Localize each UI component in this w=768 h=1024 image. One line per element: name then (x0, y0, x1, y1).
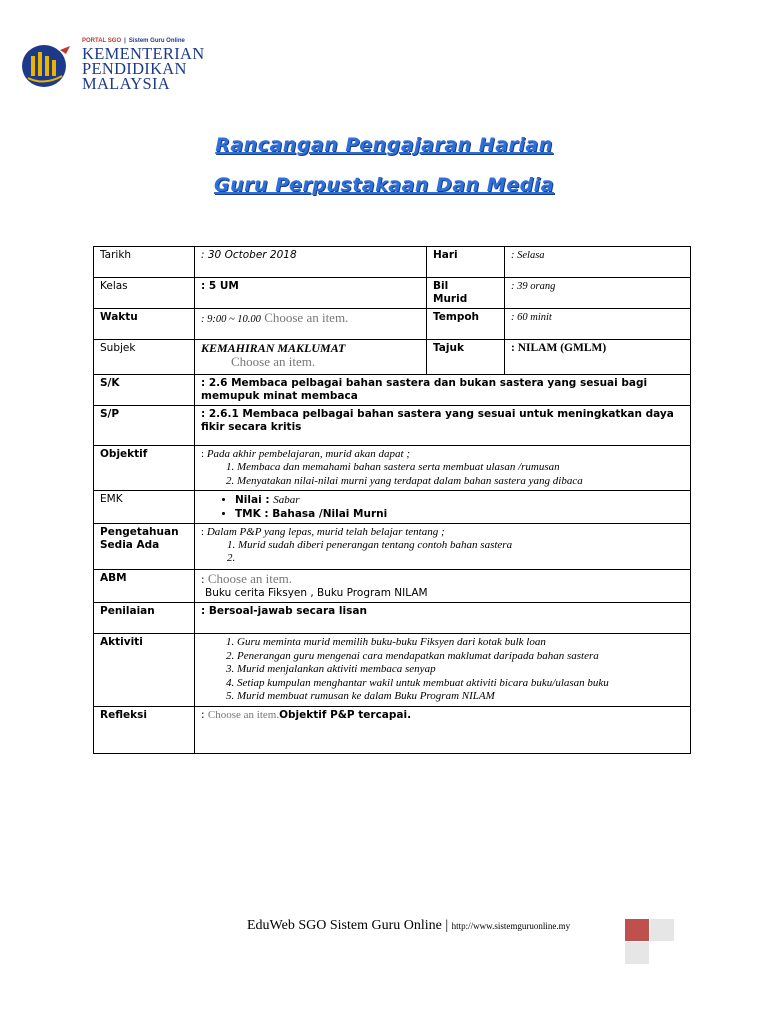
pengetahuan-value[interactable]: : Dalam P&P yang lepas, murid telah belajar tentang ; 1. Murid sudah diberi penerangan tentang contoh bahan sastera 2. (195, 524, 691, 570)
emk-value[interactable] (195, 491, 691, 524)
waktu-label: Waktu (94, 309, 195, 340)
penilaian-value[interactable]: : Bersoal-jawab secara lisan (195, 603, 691, 634)
abm-value[interactable]: : Choose an item. Buku cerita Fiksyen , Buku Program NILAM (195, 570, 691, 603)
aktiviti-label: Aktiviti (94, 634, 195, 707)
sk-label: S/K (94, 375, 195, 406)
tarikh-label: Tarikh (94, 247, 195, 278)
list-item: • TMK : Bahasa /Nilai Murni (235, 507, 684, 521)
kpm-logo (20, 38, 210, 93)
kpm-emblem-icon (20, 42, 76, 88)
kelas-label: Kelas (94, 278, 195, 309)
subjek-choose-item[interactable]: Choose an item. (231, 354, 316, 369)
footer-url[interactable]: http://www.sistemguruonline.my (451, 921, 571, 931)
row-pengetahuan (94, 524, 691, 570)
footer-square-light (650, 919, 674, 941)
tempoh-label: Tempoh (427, 309, 505, 340)
footer (247, 918, 570, 934)
row-sk (94, 375, 691, 406)
hari-label: Hari (427, 247, 505, 278)
row-subjek (94, 340, 691, 375)
row-aktiviti (94, 634, 691, 707)
row-sp (94, 406, 691, 446)
bil-murid-label: Bil Murid (427, 278, 505, 309)
list-item: 1. Murid sudah diberi penerangan tentang contoh bahan sastera (227, 539, 513, 551)
logo-line-2: PENDIDIKAN (82, 59, 187, 78)
logo-line-1: KEMENTERIAN (82, 44, 205, 63)
footer-text: EduWeb SGO Sistem Guru Online | (247, 918, 452, 933)
hari-value[interactable]: : Selasa (505, 247, 691, 278)
footer-square-red (625, 919, 649, 941)
kelas-value[interactable]: : 5 UM (195, 278, 427, 309)
list-item: 5. Murid membuat rumusan ke dalam Buku Program NILAM (237, 690, 684, 704)
title-line-1: Rancangan Pengajaran Harian (215, 134, 553, 156)
row-objektif (94, 446, 691, 491)
pengetahuan-intro: Dalam P&P yang lepas, murid telah belajar tentang ; (206, 526, 445, 538)
refleksi-label: Refleksi (94, 707, 195, 754)
tajuk-value[interactable]: : NILAM (GMLM) (505, 340, 691, 375)
tempoh-value[interactable]: : 60 minit (505, 309, 691, 340)
logo-line-3: MALAYSIA (82, 74, 170, 93)
objektif-value[interactable]: : Pada akhir pembelajaran, murid akan dapat ; 1. Membaca dan memahami bahan sastera serta membuat ulasan /rumusan 2. Menyatakan nilai-nilai murni yang terdapat dalam bahan sastera yang dibaca (195, 446, 691, 491)
objektif-intro: Pada akhir pembelajaran, murid akan dapat ; (206, 448, 410, 460)
list-item: • Nilai : Sabar (235, 493, 684, 507)
abm-text: Buku cerita Fiksyen , Buku Program NILAM (205, 587, 428, 599)
emk-label: EMK (94, 491, 195, 524)
emk-list (201, 493, 684, 521)
tajuk-label: Tajuk (427, 340, 505, 375)
waktu-choose-item[interactable]: Choose an item. (260, 310, 349, 325)
row-kelas (94, 278, 691, 309)
tarikh-value[interactable]: : 30 October 2018 (195, 247, 427, 278)
row-tarikh (94, 247, 691, 278)
footer-square-light (625, 942, 649, 964)
list-item: 1. Membaca dan memahami bahan sastera serta membuat ulasan /rumusan (237, 461, 684, 475)
objektif-label: Objektif (94, 446, 195, 491)
row-waktu (94, 309, 691, 340)
aktiviti-value[interactable] (195, 634, 691, 707)
subjek-value[interactable]: KEMAHIRAN MAKLUMAT Choose an item. (195, 340, 427, 375)
list-item: 2. (227, 552, 236, 564)
list-item: 2. Menyatakan nilai-nilai murni yang terdapat dalam bahan sastera yang dibaca (237, 475, 684, 489)
list-item: 1. Guru meminta murid memilih buku-buku Fiksyen dari kotak bulk loan (237, 636, 684, 650)
row-penilaian (94, 603, 691, 634)
row-abm (94, 570, 691, 603)
refleksi-value[interactable]: : Choose an item.Objektif P&P tercapai. (195, 707, 691, 754)
list-item: 4. Setiap kumpulan menghantar wakil untuk membuat aktiviti bicara buku/ulasan buku (237, 677, 684, 691)
bil-murid-value[interactable]: : 39 orang (505, 278, 691, 309)
sp-value[interactable]: : 2.6.1 Membaca pelbagai bahan sastera yang sesuai untuk meningkatkan daya fikir secara kritis (195, 406, 691, 446)
refleksi-choose-item[interactable]: Choose an item. (207, 709, 280, 721)
pengetahuan-label: Pengetahuan Sedia Ada (94, 524, 195, 570)
list-item: 2. Penerangan guru mengenai cara mendapatkan maklumat daripada bahan sastera (237, 650, 684, 664)
row-emk (94, 491, 691, 524)
list-item: 3. Murid menjalankan aktiviti membaca senyap (237, 663, 684, 677)
penilaian-label: Penilaian (94, 603, 195, 634)
objektif-list (201, 461, 684, 488)
row-refleksi (94, 707, 691, 754)
sp-label: S/P (94, 406, 195, 446)
title-line-2: Guru Perpustakaan Dan Media (213, 174, 555, 196)
subjek-label: Subjek (94, 340, 195, 375)
lesson-plan-table (93, 246, 691, 754)
sk-value[interactable]: : 2.6 Membaca pelbagai bahan sastera dan bukan sastera yang sesuai bagi memupuk minat membaca (195, 375, 691, 406)
abm-choose-item[interactable]: Choose an item. (207, 571, 293, 586)
abm-label: ABM (94, 570, 195, 603)
aktiviti-list (201, 636, 684, 704)
waktu-value[interactable]: : 9:00 ~ 10.00 Choose an item. (195, 309, 427, 340)
portal-sgo-tagline: PORTAL SGO | Sistem Guru Online (82, 38, 185, 44)
